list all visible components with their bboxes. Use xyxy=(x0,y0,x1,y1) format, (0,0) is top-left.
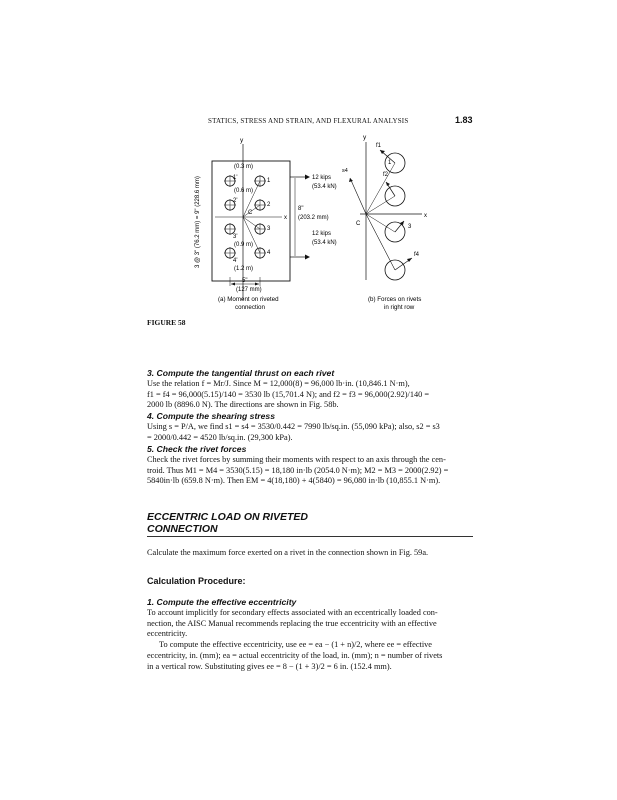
step3-line-3: 2000 lb (8896.0 N). The directions are shown in Fig. 58b. xyxy=(147,400,339,410)
dim-8-in: 8" xyxy=(298,206,304,212)
rivet-label-2: 2 xyxy=(267,202,271,208)
step4-line-2: = 2000/0.442 = 4520 lb/sq.in. (29,300 kPa). xyxy=(147,432,293,442)
step1-line-4: To compute the effective eccentricity, use ee = ea − (1 + n)/2, where ee = effective xyxy=(159,640,432,650)
dim-1-2m: (1.2 m) xyxy=(234,266,254,272)
subcaption-b-line1: (b) Forces on rivets xyxy=(368,296,422,303)
step4-body xyxy=(147,422,473,443)
y-axis-label: y xyxy=(240,137,244,144)
step3-heading: 3. Compute the tangential thrust on each rivet xyxy=(147,368,335,378)
page-number: 1.83 xyxy=(455,115,473,125)
step3-line-1: Use the relation f = Mr/J. Since M = 12,000(8) = 96,000 lb·in. (10,846.1 N·m), xyxy=(147,379,410,388)
load-bottom-kn: (53.4 kN) xyxy=(312,240,337,246)
label-1-prime: 1' xyxy=(233,175,238,181)
section-title-line2: CONNECTION xyxy=(147,523,218,535)
rivet-label-4: 4 xyxy=(267,250,271,256)
dim-5-in: 5" xyxy=(242,278,248,284)
step5-line-1: Check the rivet forces by summing their moments with respect to an axis through the cen- xyxy=(147,455,446,464)
label-4-prime: 4' xyxy=(233,258,238,264)
load-top-kips: 12 kips xyxy=(312,175,332,181)
label-2-prime: 2' xyxy=(233,198,238,204)
load-top-kn: (53.4 kN) xyxy=(312,184,337,190)
rivet-right-2 xyxy=(254,199,266,211)
step5-heading: 5. Check the rivet forces xyxy=(147,444,247,454)
rivet-right-1 xyxy=(254,175,266,187)
label-3-prime: 3' xyxy=(233,234,238,240)
step1-line-2: nection, the AISC Manual recommends replacing the true eccentricity with an effective xyxy=(147,618,437,628)
dim-0-3m: (0.3 m) xyxy=(234,164,254,170)
dim-8-mm: (203.2 mm) xyxy=(298,215,329,221)
gusset-plate xyxy=(212,161,290,281)
problem-statement: Calculate the maximum force exerted on a rivet in the connection shown in Fig. 59a. xyxy=(147,548,429,557)
dim-127-mm: (127 mm) xyxy=(236,287,262,293)
load-bottom-kips: 12 kips xyxy=(312,231,332,237)
subcaption-a-line1: (a) Moment on riveted xyxy=(218,296,279,303)
b-label-f4: f4 xyxy=(414,252,420,258)
b-centroid-label: C xyxy=(356,221,361,227)
b-label-s4: s4 xyxy=(342,168,348,174)
step1-line-3: eccentricity. xyxy=(147,629,188,639)
step1-body xyxy=(147,608,473,672)
b-label-r1: 1 xyxy=(388,160,392,166)
section-title xyxy=(147,511,308,535)
subcaption-a-line2: connection xyxy=(235,304,265,311)
step3-body xyxy=(147,379,473,411)
step1-line-1: To account implicitly for secondary effects associated with an eccentrically loaded con- xyxy=(147,608,438,617)
b-x-axis-label: x xyxy=(424,213,427,219)
step1-heading: 1. Compute the effective eccentricity xyxy=(147,597,297,607)
b-label-r3: 3 xyxy=(408,224,412,230)
step4-heading: 4. Compute the shearing stress xyxy=(147,411,275,421)
step5-line-3: 5840in·lb (659.8 N·m). Then EM = 4(18,180) + 4(5840) = 96,080 in·lb (10,855.1 N·m). xyxy=(147,476,441,486)
step5-line-2: troid. Thus M1 = M4 = 3530(5.15) = 18,180 in·lb (2054.0 N·m); M2 = M3 = 2000(2.92) = xyxy=(147,465,449,475)
b-label-f1: f1 xyxy=(376,143,382,149)
step3-line-2: f1 = f4 = 96,000(5.15)/140 = 3530 lb (15,701.4 N); and f2 = f3 = 96,000(2.92)/140 = xyxy=(147,389,430,399)
x-axis-label: x xyxy=(284,215,287,221)
figure-58b-rivet-forces xyxy=(342,134,427,311)
b-y-axis-label: y xyxy=(363,134,367,141)
subcaption-b-line2: in right row xyxy=(384,304,415,311)
step5-body xyxy=(147,455,473,487)
figure-caption: FIGURE 58 xyxy=(147,318,186,327)
rivet-right-3 xyxy=(254,223,266,235)
step1-line-6: in a vertical row. Substituting gives ee = 8 − (1 + 3)/2 = 6 in. (152.4 mm). xyxy=(147,661,392,671)
rivet-right-4 xyxy=(254,247,266,259)
calculation-procedure-heading: Calculation Procedure: xyxy=(147,576,246,586)
step1-line-5: eccentricity, in. (mm); ea = actual eccentricity of the load, in. (mm); n = number of rivets xyxy=(147,650,443,660)
running-title: STATICS, STRESS AND STRAIN, AND FLEXURAL ANALYSIS xyxy=(208,117,409,125)
rivet-label-1: 1 xyxy=(267,178,271,184)
dim-0-6m: (0.6 m) xyxy=(234,188,254,194)
figure-58a-moment-connection xyxy=(195,137,337,311)
vertical-dimension-label: 3 @ 3" (76.2 mm) = 9" (228.6 mm) xyxy=(195,176,201,268)
rivet-label-3: 3 xyxy=(267,226,271,232)
section-rule xyxy=(147,536,473,537)
dim-0-9m: (0.9 m) xyxy=(234,242,254,248)
centroid-label-a: C xyxy=(248,210,253,216)
section-title-line1: ECCENTRIC LOAD ON RIVETED xyxy=(147,511,309,523)
b-label-f2: f2 xyxy=(383,172,389,178)
step4-line-1: Using s = P/A, we find s1 = s4 = 3530/0.442 = 7990 lb/sq.in. (55,090 kPa); also, s2 = s3 xyxy=(147,422,440,431)
figure-58 xyxy=(190,130,500,330)
